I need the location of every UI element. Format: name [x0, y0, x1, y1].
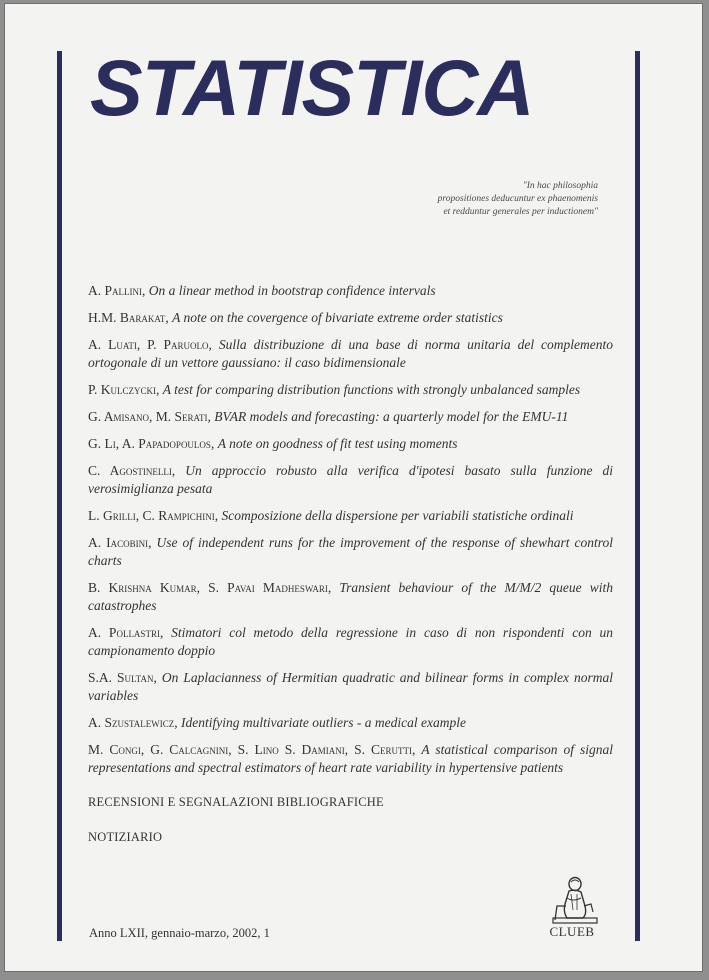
motto-line: propositiones deducuntur ex phaenomenis — [437, 194, 598, 204]
article-authors: A. Pollastri, — [88, 625, 164, 640]
article-entry — [88, 534, 613, 570]
article-title: On Laplacianness of Hermitian quadratic and bilinear forms in complex normal variables — [88, 670, 614, 703]
article-title: On a linear method in bootstrap confidence intervals — [148, 283, 436, 298]
article-title: A note on goodness of fit test using moments — [217, 436, 458, 451]
journal-title: STATISTICA — [90, 43, 534, 132]
article-authors: A. Pallini, — [88, 283, 146, 298]
article-title: Un approccio robusto alla verifica d'ipotesi basato sulla funzione di verosimiglianza pesata — [88, 463, 614, 496]
article-entry — [88, 579, 613, 615]
publisher-name: CLUEB — [549, 924, 595, 939]
table-of-contents — [88, 282, 613, 863]
article-entry — [88, 408, 613, 426]
section-reviews: RECENSIONI E SEGNALAZIONI BIBLIOGRAFICHE — [88, 795, 384, 809]
motto-line: et redduntur generales per inductionem" — [443, 207, 598, 217]
article-authors: A. Iacobini, — [88, 535, 152, 550]
left-vertical-rule — [57, 51, 62, 941]
publisher-mark — [531, 876, 613, 938]
issue-info: Anno LXII, gennaio-marzo, 2002, 1 — [89, 926, 270, 940]
article-authors: A. Luati, P. Paruolo, — [88, 337, 212, 352]
motto-line: "In hac philosophia — [522, 181, 598, 191]
article-entry — [88, 336, 613, 372]
article-entry — [88, 624, 613, 660]
article-entry — [88, 462, 613, 498]
article-title: A note on the covergence of bivariate extreme order statistics — [172, 310, 503, 325]
article-title: Use of independent runs for the improvement of the response of shewhart control charts — [88, 535, 614, 568]
journal-cover — [4, 3, 703, 972]
article-title: A statistical comparison of signal representations and spectral estimators of heart rate variability in hypertensive patients — [88, 742, 614, 775]
right-vertical-rule — [635, 51, 640, 941]
article-title: Identifying multivariate outliers - a medical example — [181, 715, 466, 730]
article-authors: S.A. Sultan, — [88, 670, 157, 685]
article-title: Stimatori col metodo della regressione in caso di non rispondenti con un campionamento doppio — [88, 625, 614, 658]
motto — [298, 180, 598, 219]
article-entry — [88, 309, 613, 327]
article-authors: B. Krishna Kumar, S. Pavai Madheswari, — [88, 580, 332, 595]
article-authors: L. Grilli, C. Rampichini, — [88, 508, 219, 523]
article-entry — [88, 435, 613, 453]
article-entry — [88, 507, 613, 525]
article-title: A test for comparing distribution functions with strongly unbalanced samples — [162, 382, 581, 397]
article-title: Scomposizione della dispersione per variabili statistiche ordinali — [221, 508, 574, 523]
article-title: Transient behaviour of the M/M/2 queue with catastrophes — [88, 580, 613, 613]
article-entry — [88, 282, 613, 300]
article-entry — [88, 714, 613, 732]
article-authors: G. Li, A. Papadopoulos, — [88, 436, 215, 451]
article-authors: C. Agostinelli, — [88, 463, 176, 478]
article-authors: G. Amisano, M. Serati, — [88, 409, 211, 424]
article-authors: P. Kulczycki, — [88, 382, 160, 397]
article-authors: A. Szustalewicz, — [88, 715, 178, 730]
section-news: NOTIZIARIO — [88, 830, 163, 844]
article-entry — [88, 669, 613, 705]
publisher-logo-icon — [531, 876, 613, 926]
article-entry — [88, 741, 613, 777]
article-authors: M. Congi, G. Calcagnini, S. Lino S. Damiani, S. Cerutti, — [88, 742, 416, 757]
article-title: Sulla distribuzione di una base di norma unitaria del complemento ortogonale di un vettore gaussiano: il caso bidimensionale — [88, 337, 614, 370]
article-entry — [88, 381, 613, 399]
article-authors: H.M. Barakat, — [88, 310, 169, 325]
article-title: BVAR models and forecasting: a quarterly model for the EMU-11 — [214, 409, 569, 424]
